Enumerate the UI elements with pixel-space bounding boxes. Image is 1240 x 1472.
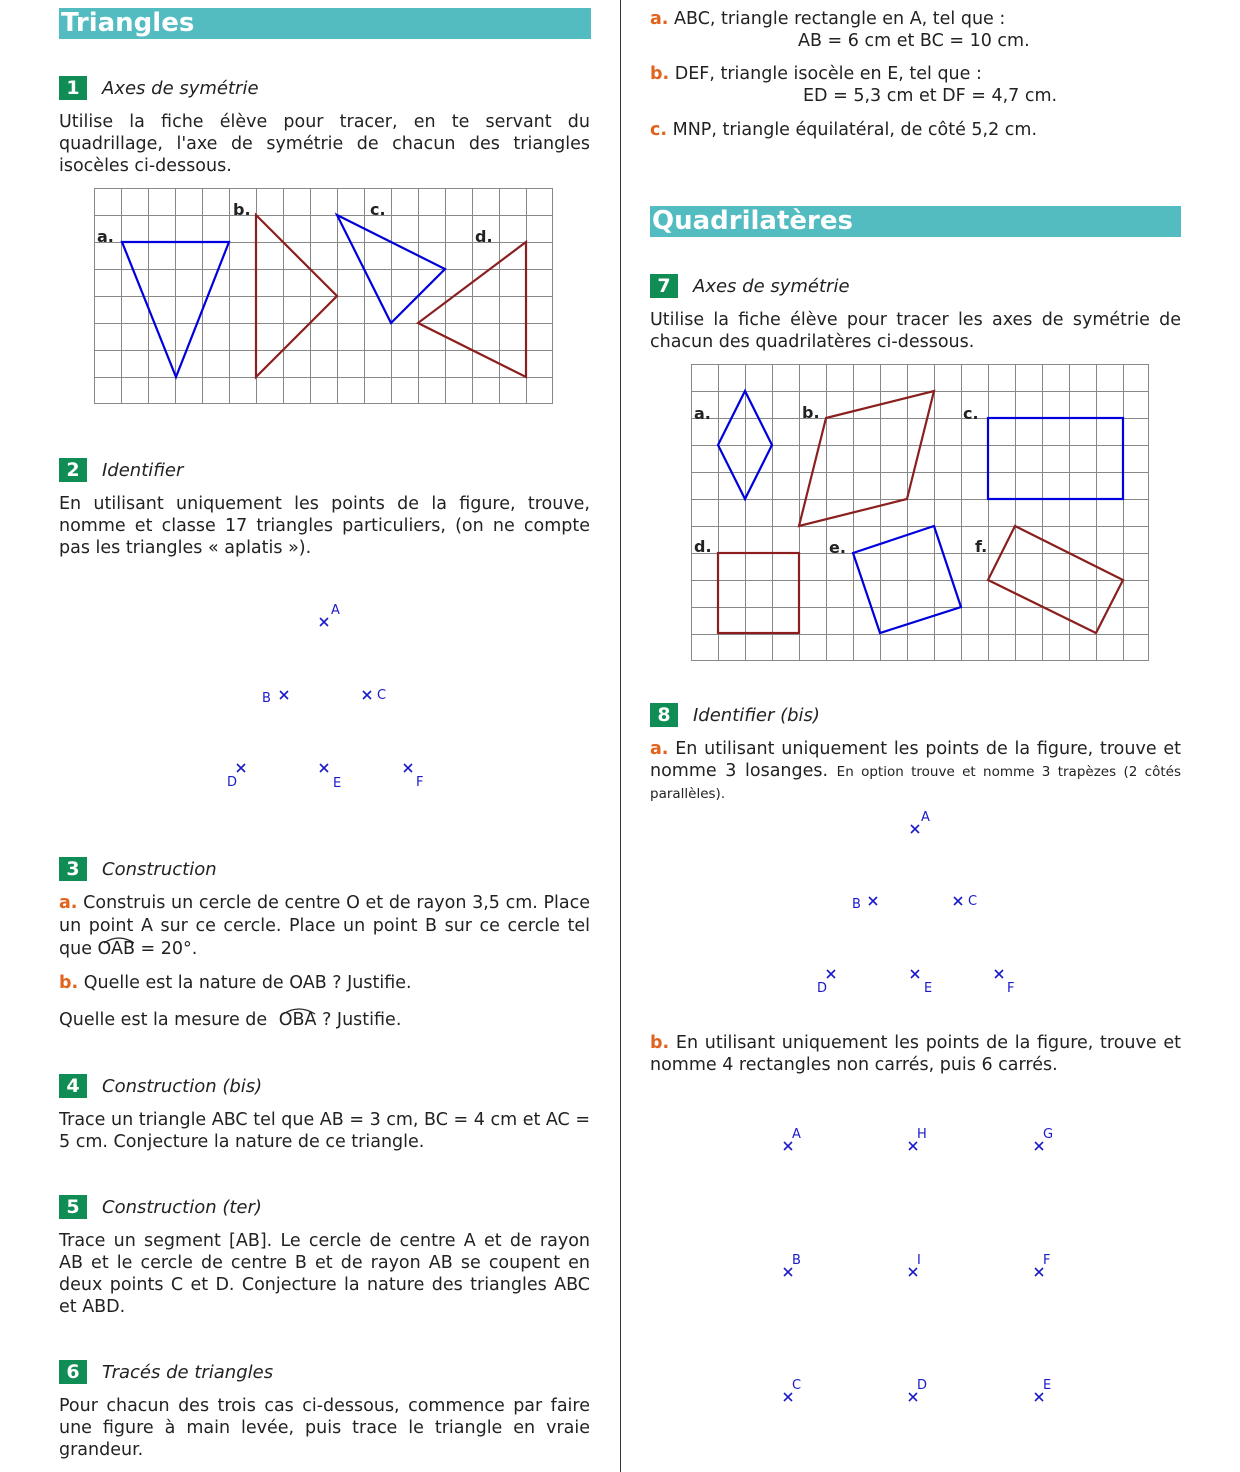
points-figure-1: [220, 598, 440, 798]
question-label: a.: [650, 739, 669, 759]
question-label: a.: [59, 893, 78, 913]
question-label: b.: [650, 64, 670, 84]
exercise-number: 3: [59, 857, 87, 881]
question-text: Quelle est la nature de OAB ? Justifie.: [83, 973, 412, 993]
question-label: c.: [650, 120, 668, 140]
point-label: A: [792, 1127, 801, 1142]
question-text: En utilisant uniquement les points de la figure, trouve et nomme 4 rectangles non carrés, puis 6 carrés.: [650, 1033, 1181, 1075]
point-label: A: [921, 810, 930, 825]
point-mark: [954, 897, 962, 905]
exercise-title: Tracés de triangles: [102, 1361, 274, 1383]
question-text: DEF, triangle isocèle en E, tel que :: [674, 64, 982, 84]
point-mark: [911, 825, 919, 833]
point-mark: [1035, 1142, 1043, 1150]
exercise-title: Axes de symétrie: [693, 275, 850, 297]
angle-notation: OAB: [98, 938, 135, 961]
point-mark: [363, 691, 371, 699]
point-label: B: [792, 1253, 801, 1268]
point-mark: [784, 1268, 792, 1276]
triangles-grid-figure: [94, 187, 554, 405]
quadrilaterals-grid-figure: [691, 363, 1151, 663]
point-mark: [237, 764, 245, 772]
section-title-quadrilateres: Quadrilatères: [650, 206, 1181, 237]
point-mark: [280, 691, 288, 699]
exercise-number: 4: [59, 1074, 87, 1098]
point-label: F: [1007, 981, 1015, 996]
point-mark: [995, 970, 1003, 978]
question-option-text: En option trouve et nomme 3 trapèzes (2 côtés parallèles).: [650, 764, 1181, 802]
question-label: a.: [650, 9, 669, 29]
exercise-number: 8: [650, 703, 678, 727]
question-text: En utilisant uniquement les points de la figure, trouve et nomme 3 losanges.: [650, 739, 1181, 781]
exercise-6b-values: ED = 5,3 cm et DF = 4,7 cm.: [803, 86, 1058, 106]
point-mark: [911, 970, 919, 978]
exercise-6a: [650, 8, 1181, 30]
exercise-7-header: [650, 274, 850, 298]
points-grid-figure: [770, 1120, 1070, 1410]
point-mark: [1035, 1268, 1043, 1276]
angle-notation: OBA: [279, 1009, 317, 1031]
exercise-3a-text: [59, 892, 590, 961]
exercise-6b: [650, 63, 1181, 85]
point-label: C: [377, 688, 387, 703]
figure-label-c: c.: [963, 404, 979, 423]
exercise-6a-values: AB = 6 cm et BC = 10 cm.: [798, 31, 1030, 51]
quadrilateral-c: [988, 418, 1123, 499]
exercise-title: Identifier: [102, 459, 184, 481]
exercise-2-text: En utilisant uniquement les points de la figure, trouve, nomme et classe 17 triangles particuliers, (on ne compte pas les triangles « aplatis »).: [59, 494, 590, 558]
exercise-title: Construction (bis): [102, 1075, 263, 1097]
exercise-title: Construction: [102, 858, 217, 880]
exercise-title: Construction (ter): [102, 1196, 262, 1218]
quadrilateral-d: [718, 553, 799, 633]
figure-label-f: f.: [975, 537, 988, 556]
angle-hat-icon: [281, 1005, 317, 1015]
exercise-number: 7: [650, 274, 678, 298]
point-label: B: [852, 897, 861, 912]
exercise-4-text: Trace un triangle ABC tel que AB = 3 cm, BC = 4 cm et AC = 5 cm. Conjecture la nature de ce triangle.: [59, 1110, 590, 1152]
question-text: ? Justifie.: [316, 1010, 402, 1030]
grid: [95, 189, 553, 404]
point-mark: [909, 1268, 917, 1276]
figure-label-d: d.: [694, 537, 712, 556]
exercise-8-header: [650, 703, 820, 727]
exercise-number: 6: [59, 1360, 87, 1384]
point-mark: [320, 764, 328, 772]
point-label: D: [817, 981, 828, 996]
exercise-1-text: Utilise la fiche élève pour tracer, en te servant du quadrillage, l'axe de symétrie de chacun des triangles isocèles ci-dessous.: [59, 112, 590, 176]
figure-label-a: a.: [97, 227, 114, 246]
point-label: E: [924, 981, 933, 996]
point-label: C: [968, 894, 978, 909]
exercise-5-text: Trace un segment [AB]. Le cercle de centre A et de rayon AB et le cercle de centre B et de rayon AB se coupent en deux points C et D. Conjecture la nature des triangles ABC et ABD.: [59, 1231, 590, 1317]
exercise-5-header: [59, 1195, 262, 1219]
exercise-title: Axes de symétrie: [102, 77, 259, 99]
question-text: MNP, triangle équilatéral, de côté 5,2 cm.: [672, 120, 1038, 140]
point-label: G: [1043, 1127, 1054, 1142]
point-mark: [404, 764, 412, 772]
exercise-3b-text: [59, 972, 590, 994]
figure-label-a: a.: [694, 404, 711, 423]
point-label: H: [917, 1127, 927, 1142]
point-label: F: [416, 775, 424, 790]
figure-label-b: b.: [233, 200, 251, 219]
point-mark: [869, 897, 877, 905]
section-title-triangles: Triangles: [59, 8, 591, 39]
point-label: E: [333, 776, 342, 791]
exercise-number: 2: [59, 458, 87, 482]
question-text: = 20°.: [134, 939, 198, 959]
question-text: Construis un cercle de centre O et de rayon 3,5 cm. Place un point A sur ce cercle. Place un point B sur ce cercle tel que: [59, 893, 590, 959]
point-label: E: [1043, 1378, 1052, 1393]
point-mark: [827, 970, 835, 978]
point-label: D: [227, 775, 238, 790]
question-label: b.: [59, 973, 79, 993]
column-divider: [620, 0, 621, 1472]
grid: [692, 365, 1149, 661]
exercise-6c: [650, 119, 1181, 141]
angle-hat-icon: [102, 934, 136, 944]
point-mark: [1035, 1393, 1043, 1401]
point-mark: [784, 1142, 792, 1150]
exercise-2-header: [59, 458, 183, 482]
point-label: B: [262, 691, 271, 706]
point-label: A: [331, 603, 340, 618]
figure-label-d: d.: [475, 227, 493, 246]
exercise-6-header: [59, 1360, 273, 1384]
question-text: Quelle est la mesure de: [59, 1010, 273, 1030]
exercise-6-text: Pour chacun des trois cas ci-dessous, commence par faire une figure à main levée, puis trace le triangle en vraie grandeur.: [59, 1396, 590, 1460]
exercise-number: 5: [59, 1195, 87, 1219]
point-mark: [909, 1393, 917, 1401]
point-label: F: [1043, 1253, 1051, 1268]
point-mark: [320, 618, 328, 626]
figure-label-e: e.: [829, 538, 846, 557]
point-mark: [909, 1142, 917, 1150]
quadrilateral-f: [988, 526, 1123, 633]
point-label: D: [917, 1378, 928, 1393]
question-text: ABC, triangle rectangle en A, tel que :: [674, 9, 1006, 29]
point-label: C: [792, 1378, 802, 1393]
exercise-8b-text: [650, 1032, 1181, 1076]
exercise-8a-text: [650, 738, 1181, 804]
point-mark: [784, 1393, 792, 1401]
exercise-7-text: Utilise la fiche élève pour tracer les axes de symétrie de chacun des quadrilatères ci-dessous.: [650, 310, 1181, 352]
point-label: I: [917, 1253, 921, 1268]
exercise-number: 1: [59, 76, 87, 100]
exercise-4-header: [59, 1074, 262, 1098]
exercise-title: Identifier (bis): [693, 704, 820, 726]
exercise-1-header: [59, 76, 259, 100]
figure-label-b: b.: [802, 403, 820, 422]
question-label: b.: [650, 1033, 670, 1053]
points-figure-2: [810, 803, 1030, 1003]
figure-label-c: c.: [370, 200, 386, 219]
exercise-3-header: [59, 857, 217, 881]
exercise-3c-text: [59, 1009, 590, 1031]
